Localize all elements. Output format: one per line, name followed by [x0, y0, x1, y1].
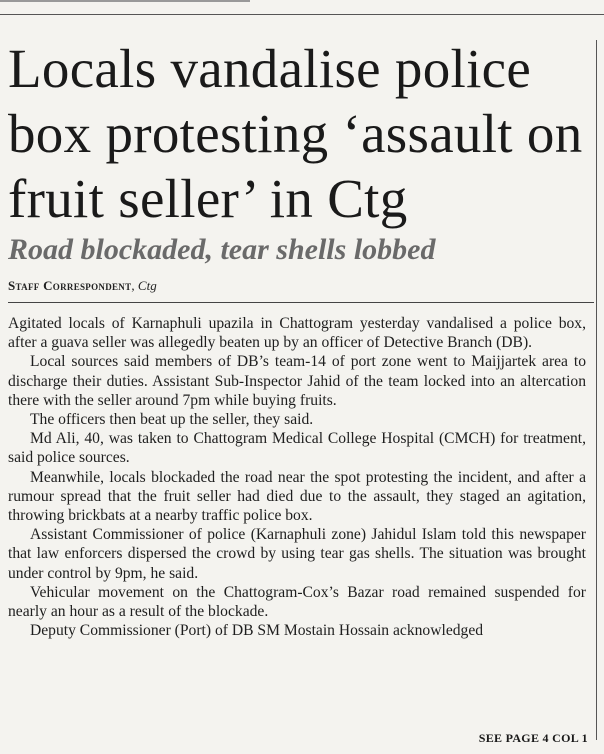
body-paragraph: Local sources said members of DB’s team-14 of port zone went to Maijjartek area to discharge their duties. Assistant Sub-Inspector Jahid of the team locked into an altercation there with the seller around 7pm while buying fruits. — [8, 353, 586, 409]
article-headline: Locals vandalise police box protesting ‘assault on fruit seller’ in Ctg — [8, 38, 583, 229]
top-margin-rule — [0, 0, 250, 2]
byline-location: Ctg — [137, 278, 157, 293]
body-paragraph: Vehicular movement on the Chattogram-Cox’s Bazar road remained suspended for nearly an hour as a result of the blockade. — [8, 583, 586, 621]
byline-role: Staff Correspondent — [8, 278, 132, 293]
body-paragraph: Agitated locals of Karnaphuli upazila in Chattogram yesterday vandalised a police box, after a guava seller was allegedly beaten up by an officer of Detective Branch (DB). — [8, 315, 586, 352]
body-paragraph: Meanwhile, locals blockaded the road near the spot protesting the incident, and after a rumour spread that the fruit seller had died due to the assault, they staged an agitation, throwing brickbats at a nearby traffic police box. — [8, 468, 586, 525]
article-body — [8, 314, 586, 640]
page-top-rule — [0, 14, 604, 15]
body-paragraph: Md Ali, 40, was taken to Chattogram Medical College Hospital (CMCH) for treatment, said police sources. — [8, 430, 586, 467]
body-paragraph: Assistant Commissioner of police (Karnaphuli zone) Jahidul Islam told this newspaper that law enforcers dispersed the crowd by using tear gas shells. The situation was brought under control by 9pm, he said. — [8, 526, 586, 582]
byline-separator: , — [131, 278, 138, 293]
article-byline — [8, 277, 157, 295]
article-subheadline: Road blockaded, tear shells lobbed — [8, 233, 436, 266]
body-paragraph: Deputy Commissioner (Port) of DB SM Mostain Hossain acknowledged — [30, 622, 484, 640]
byline-divider — [8, 302, 594, 303]
continuation-jump-line: SEE PAGE 4 COL 1 — [478, 731, 588, 745]
column-divider — [596, 40, 597, 740]
body-paragraph: The officers then beat up the seller, they said. — [30, 411, 314, 429]
